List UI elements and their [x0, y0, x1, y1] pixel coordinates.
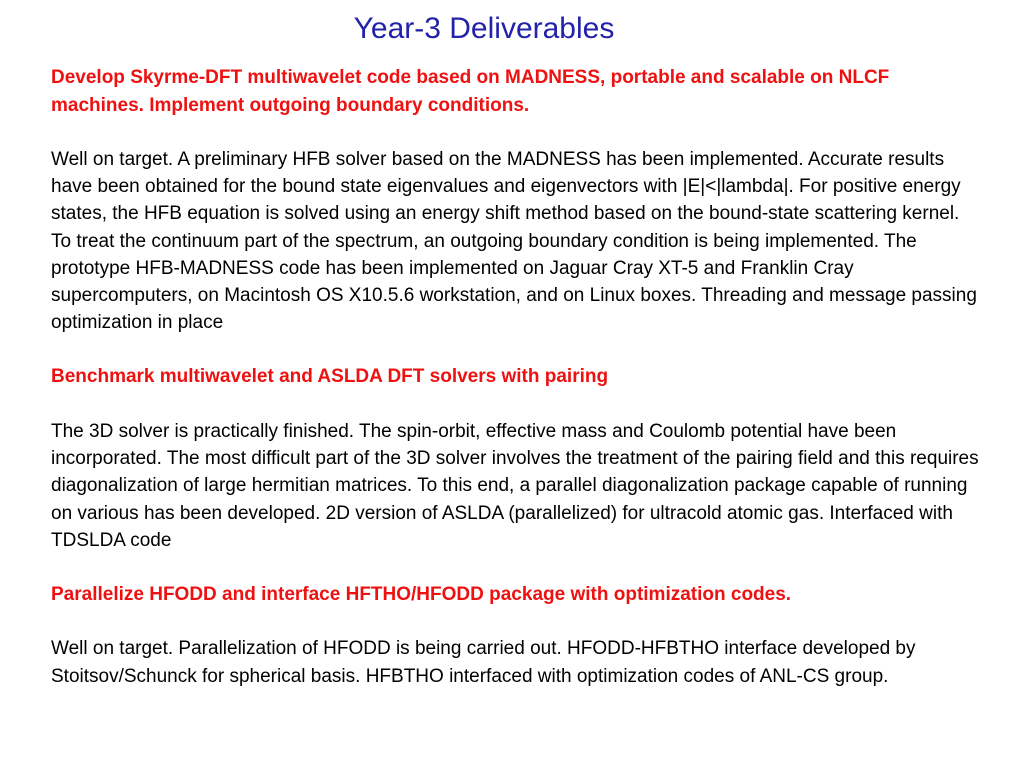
deliverable-goal: Parallelize HFODD and interface HFTHO/HFODD package with optimization codes. [51, 583, 792, 605]
slide-title: Year-3 Deliverables [353, 12, 615, 45]
deliverable-status: Well on target. A preliminary HFB solver based on the MADNESS has been implemented. Accurate results have been obtained for the bound state eigenvalues and eigenvectors with |E|<|lambda|. For positive energy states, the HFB equation is solved using an energy shift method based on the bound-state scattering kernel. To treat the continuum part of the spectrum, an outgoing boundary condition is being implemented. The prototype HFB-MADNESS code has been implemented on Jaguar Cray XT-5 and Franklin Cray supercomputers, on Macintosh OS X10.5.6 workstation, and on Linux boxes. Threading and message passing optimization in place [51, 149, 977, 334]
deliverable-status: Well on target. Parallelization of HFODD is being carried out. HFODD-HFBTHO interface developed by Stoitsov/Schunck for spherical basis. HFBTHO interfaced with optimization codes of ANL-CS group. [51, 638, 916, 687]
deliverable-status: The 3D solver is practically finished. The spin-orbit, effective mass and Coulomb potential have been incorporated. The most difficult part of the 3D solver involves the treatment of the pairing field and this requires diagonalization of large hermitian matrices. To this end, a parallel diagonalization package capable of running on various has been developed. 2D version of ASLDA (parallelized) for ultracold atomic gas. Interfaced with TDSLDA code [51, 420, 979, 551]
slide-content [51, 64, 981, 690]
deliverable-section-benchmark [51, 363, 981, 554]
deliverable-goal: Benchmark multiwavelet and ASLDA DFT solvers with pairing [51, 366, 609, 388]
deliverable-section-hfodd [51, 581, 981, 690]
deliverable-section-madness [51, 64, 981, 336]
deliverable-goal: Develop Skyrme-DFT multiwavelet code based on MADNESS, portable and scalable on NLCF machines. Implement outgoing boundary conditions. [51, 67, 890, 116]
